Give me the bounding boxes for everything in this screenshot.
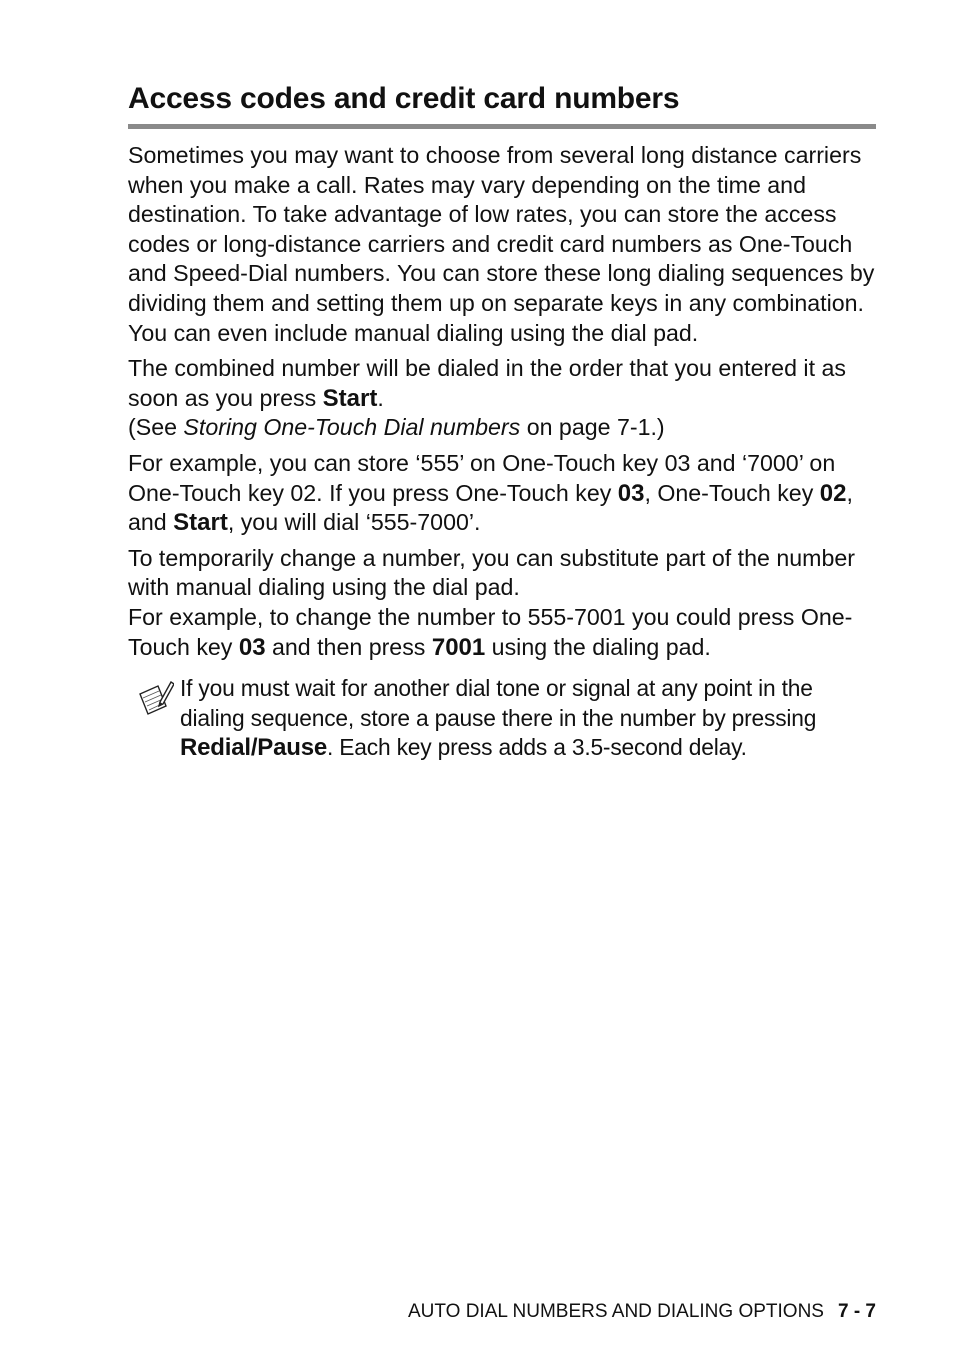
paragraph-temporary-change: [128, 544, 876, 662]
note-pencil-icon: [136, 680, 174, 720]
key-start: Start: [322, 384, 378, 412]
key-03: 03: [617, 479, 645, 507]
text: . Each key press adds a 3.5-second delay.: [327, 734, 747, 761]
text: To temporarily change a number, you can substitute part of the number with manual dialing using the dial pad.: [128, 544, 855, 601]
page-footer: [408, 1300, 876, 1324]
heading-rule: [128, 124, 876, 129]
text: .: [377, 384, 384, 411]
page-number: 7 - 7: [837, 1301, 876, 1322]
key-02: 02: [819, 479, 847, 507]
note-text: [180, 674, 876, 763]
paragraph-intro: Sometimes you may want to choose from several long distance carriers when you make a call. Rates may vary depending on the time and destination. To take advantage of low rates, you can store the access codes or long-distance carriers and credit card numbers as One-Touch and Speed-Dial numbers. You can store these long dialing sequences by dividing them and setting them up on separate keys in any combination. You can even include manual dialing using the dial pad.: [128, 142, 875, 346]
paragraph-combined-number: [128, 354, 876, 443]
cross-reference: Storing One-Touch Dial numbers: [183, 414, 521, 441]
paragraph-example: [128, 449, 876, 538]
text: , and: [128, 479, 853, 536]
text: If you must wait for another dial tone or signal at any point in the dialing sequence, store a pause there in the number by pressing: [180, 675, 817, 731]
text: on page 7-1.): [520, 414, 665, 441]
text: , you will dial ‘555-7000’.: [227, 509, 481, 536]
text: For example, to change the number to 555-7001 you could press One-Touch key: [128, 603, 853, 660]
key-7001: 7001: [431, 633, 486, 661]
page-content: [128, 78, 876, 769]
key-03: 03: [238, 633, 266, 661]
text: using the dialing pad.: [485, 633, 711, 660]
note-block: [128, 674, 876, 763]
section-heading: Access codes and credit card numbers: [128, 82, 680, 115]
text: , One-Touch key: [644, 479, 820, 506]
text: (See: [128, 414, 184, 441]
text: The combined number will be dialed in the order that you entered it as soon as you press: [128, 355, 846, 411]
key-redial-pause: Redial/Pause: [180, 734, 328, 762]
text: and then press: [265, 633, 432, 660]
key-start: Start: [173, 509, 228, 537]
text: For example, you can store ‘555’ on One-Touch key 03 and ‘7000’ on One-Touch key 02. If you press One-Touch key: [128, 449, 836, 506]
footer-chapter: AUTO DIAL NUMBERS AND DIALING OPTIONS: [408, 1301, 824, 1322]
